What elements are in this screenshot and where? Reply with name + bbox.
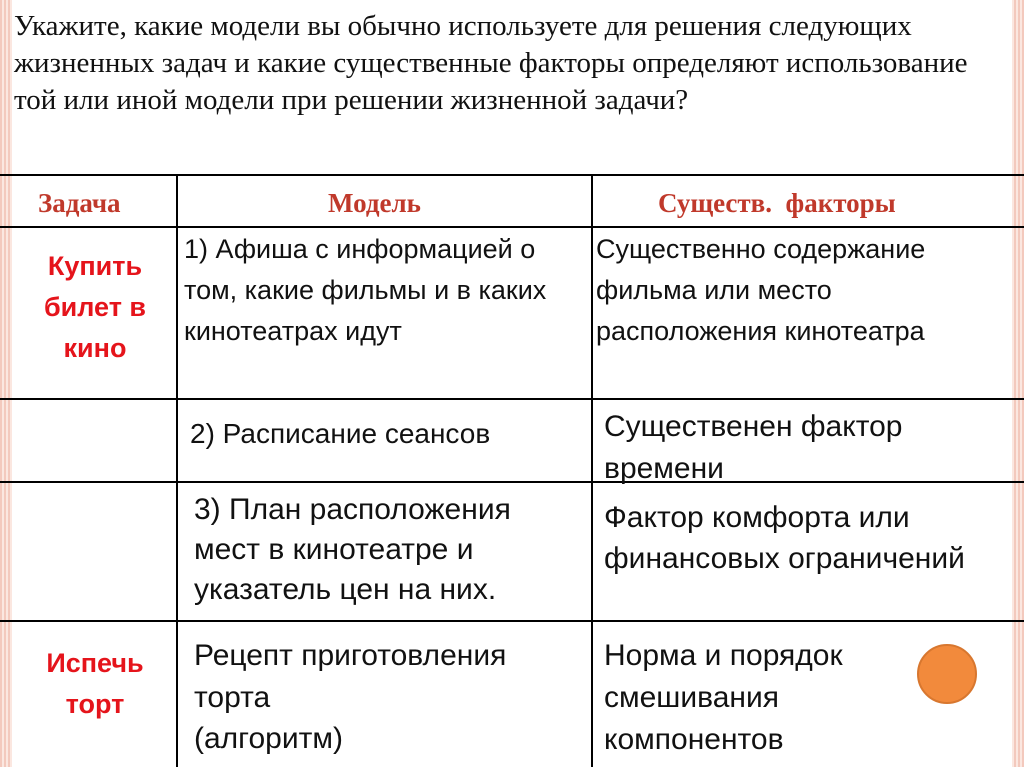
orange-circle-decoration	[917, 644, 977, 704]
model-cell: 1) Афиша с информацией о том, какие фильмы и в каких кинотеатрах идут	[184, 234, 547, 346]
model-cell-note: (алгоритм)	[194, 722, 343, 755]
question-text: Укажите, какие модели вы обычно используете для решения следующих жизненных задач и какие существенные факторы определяют использование той или иной модели при решении жизненной задачи?	[14, 10, 968, 116]
factor-cell: Норма и порядок смешивания компонентов	[604, 639, 843, 756]
header-task: Задача	[38, 188, 121, 218]
model-cell: Рецепт приготовления торта	[194, 639, 507, 714]
task-bake-cake: Испечь торт	[46, 648, 144, 719]
left-decorative-stripe	[0, 0, 12, 767]
factor-cell: Существенен фактор времени	[604, 410, 903, 485]
row-divider	[0, 620, 1024, 622]
title-divider	[0, 174, 1024, 176]
column-divider	[591, 176, 593, 767]
column-divider	[176, 176, 178, 767]
row-divider	[0, 398, 1024, 400]
factor-cell: Существенно содержание фильма или место расположения кинотеатра	[596, 234, 926, 346]
header-model: Модель	[328, 188, 421, 218]
model-cell: 3) План расположения мест в кинотеатре и указатель цен на них.	[194, 493, 511, 606]
task-buy-ticket: Купить билет в кино	[43, 251, 147, 363]
header-row-divider	[0, 226, 1024, 228]
header-factors: Существ. факторы	[658, 188, 896, 218]
factor-cell: Фактор комфорта или финансовых ограничений	[604, 501, 965, 575]
right-decorative-stripe	[1012, 0, 1024, 767]
model-cell: 2) Расписание сеансов	[190, 418, 491, 449]
